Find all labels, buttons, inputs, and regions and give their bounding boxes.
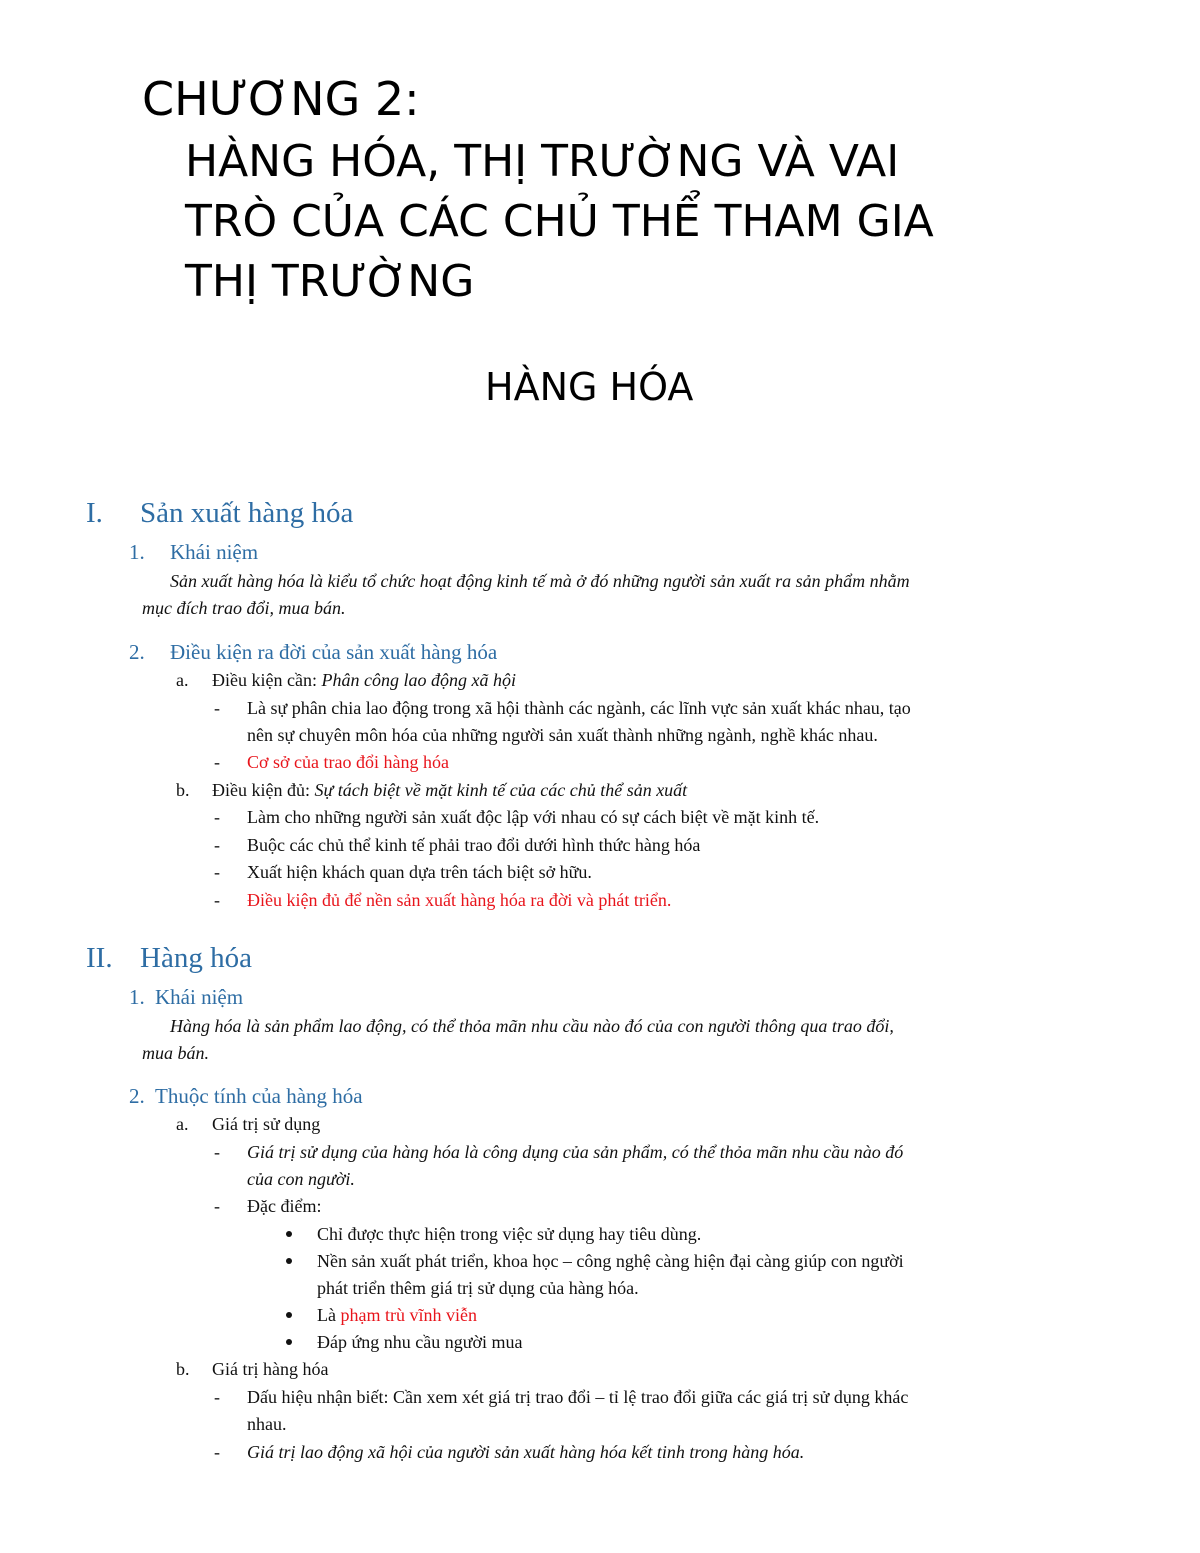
dash-item-text: Buộc các chủ thể kinh tế phải trao đổi dưới hình thức hàng hóa xyxy=(247,835,701,855)
definition-text: mua bán. xyxy=(142,1043,209,1063)
dash-item-text: nên sự chuyên môn hóa của những người sản xuất thành những ngành, nghề khác nhau. xyxy=(247,725,878,745)
dash-marker: - xyxy=(214,698,220,718)
dash-item-text: nhau. xyxy=(247,1414,287,1434)
item-label-italic: Phân công lao động xã hội xyxy=(321,670,516,690)
bullet-item-text: Chỉ được thực hiện trong việc sử dụng hay tiêu dùng. xyxy=(317,1224,702,1244)
definition-text: Sản xuất hàng hóa là kiểu tổ chức hoạt động kinh tế mà ở đó những người sản xuất ra sản phẩm nhằm xyxy=(170,571,910,591)
bullet-item-text: phát triển thêm giá trị sử dụng của hàng hóa. xyxy=(317,1278,639,1298)
subsection-number: 2. xyxy=(129,1084,145,1108)
dash-item-text: Đặc điểm: xyxy=(247,1196,322,1216)
subsection-heading: Thuộc tính của hàng hóa xyxy=(155,1084,363,1108)
item-letter: b. xyxy=(176,780,190,800)
subsection-number: 2. xyxy=(129,640,145,664)
dash-item-text-emphasis: Cơ sở của trao đổi hàng hóa xyxy=(247,752,449,772)
bullet-prefix: Là xyxy=(317,1305,341,1325)
item-letter: a. xyxy=(176,670,189,690)
dash-marker: - xyxy=(214,890,220,910)
section-numeral: I. xyxy=(86,497,103,529)
bullet-item-text xyxy=(317,1302,477,1329)
dash-item-text: Giá trị lao động xã hội của người sản xuất hàng hóa kết tinh trong hàng hóa. xyxy=(247,1442,805,1462)
bullet-icon xyxy=(286,1312,292,1318)
chapter-title-line-3: THỊ TRƯỜNG xyxy=(185,256,475,307)
dash-marker: - xyxy=(214,807,220,827)
dash-item-text: Là sự phân chia lao động trong xã hội thành các ngành, các lĩnh vực sản xuất khác nhau, tạo xyxy=(247,698,911,718)
dash-item-text: của con người. xyxy=(247,1169,355,1189)
bullet-icon xyxy=(286,1258,292,1264)
item-label xyxy=(212,777,687,804)
bullet-icon xyxy=(286,1231,292,1237)
bullet-item-text: Nền sản xuất phát triển, khoa học – công nghệ càng hiện đại càng giúp con người xyxy=(317,1251,904,1271)
dash-item-text: Làm cho những người sản xuất độc lập với nhau có sự cách biệt về mặt kinh tế. xyxy=(247,807,820,827)
bullet-item-text: Đáp ứng nhu cầu người mua xyxy=(317,1332,523,1352)
chapter-label: CHƯƠNG 2: xyxy=(142,72,420,126)
item-label: Giá trị sử dụng xyxy=(212,1114,321,1134)
dash-item-text: Xuất hiện khách quan dựa trên tách biệt sở hữu. xyxy=(247,862,592,882)
section-heading: Hàng hóa xyxy=(140,942,252,974)
item-letter: b. xyxy=(176,1359,190,1379)
dash-marker: - xyxy=(214,1442,220,1462)
subsection-heading: Khái niệm xyxy=(170,540,259,564)
item-label-italic: Sự tách biệt về mặt kinh tế của các chủ thể sản xuất xyxy=(314,780,688,800)
item-label-text: Điều kiện đủ: xyxy=(212,780,315,800)
dash-marker: - xyxy=(214,752,220,772)
dash-marker: - xyxy=(214,862,220,882)
subsection-heading: Điều kiện ra đời của sản xuất hàng hóa xyxy=(170,640,498,664)
definition-text: Hàng hóa là sản phẩm lao động, có thể thỏa mãn nhu cầu nào đó của con người thông qua trao đổi, xyxy=(170,1016,894,1036)
dash-marker: - xyxy=(214,1196,220,1216)
dash-item-text-emphasis: Điều kiện đủ để nền sản xuất hàng hóa ra đời và phát triển. xyxy=(247,890,672,910)
section-heading: Sản xuất hàng hóa xyxy=(140,497,354,529)
item-label: Giá trị hàng hóa xyxy=(212,1359,329,1379)
dash-item-text: Dấu hiệu nhận biết: Cần xem xét giá trị trao đổi – tỉ lệ trao đổi giữa các giá trị sử dụng khác xyxy=(247,1387,909,1407)
dash-marker: - xyxy=(214,1387,220,1407)
bullet-emphasis: phạm trù vĩnh viễn xyxy=(340,1305,477,1325)
chapter-title-line-1: HÀNG HÓA, THỊ TRƯỜNG VÀ VAI xyxy=(185,136,900,187)
subsection-heading: Khái niệm xyxy=(155,985,244,1009)
bullet-icon xyxy=(286,1339,292,1345)
chapter-title-line-2: TRÒ CỦA CÁC CHỦ THỂ THAM GIA xyxy=(185,196,934,247)
section-numeral: II. xyxy=(86,942,113,974)
subsection-number: 1. xyxy=(129,540,145,564)
dash-item-text: Giá trị sử dụng của hàng hóa là công dụng của sản phẩm, có thể thỏa mãn nhu cầu nào đó xyxy=(247,1142,904,1162)
dash-marker: - xyxy=(214,835,220,855)
subsection-number: 1. xyxy=(129,985,145,1009)
item-label-text: Điều kiện cần: xyxy=(212,670,322,690)
dash-marker: - xyxy=(214,1142,220,1162)
definition-text: mục đích trao đổi, mua bán. xyxy=(142,598,346,618)
item-letter: a. xyxy=(176,1114,189,1134)
item-label xyxy=(212,667,516,694)
section-title: HÀNG HÓA xyxy=(485,365,694,409)
